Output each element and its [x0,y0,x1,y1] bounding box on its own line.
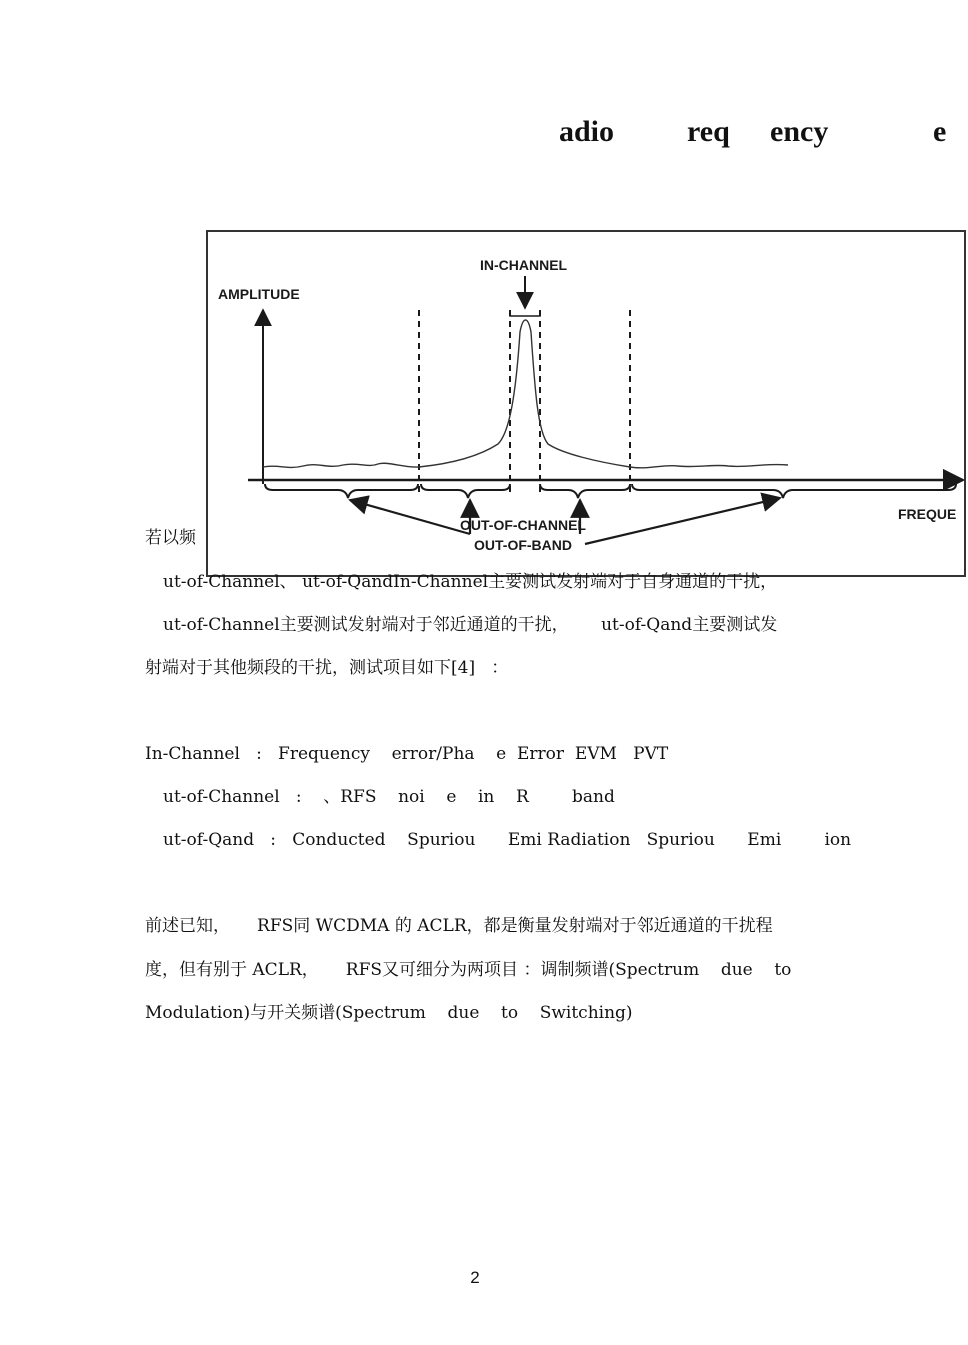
rf-spectrum-figure [206,230,966,577]
amplitude-label: AMPLITUDE [218,286,300,302]
para1-line3: 射端对于其他频段的干扰，测试项目如下[4] ： [145,658,509,678]
para2-line3: Modulation)与开关频谱(Spectrum due to Switching) [145,1003,633,1023]
list-in-channel: In-Channel : Frequency error/Pha e Error EVM PVT [145,744,669,764]
title-word-1: adio [559,115,615,148]
page-number: 2 [470,1268,480,1287]
para1-line1: ut-of-Channel、 ut-of-QandIn-Channel主要测试发射端对于自身通道的干扰， [163,572,778,592]
out-of-band-label: OUT-OF-BAND [474,537,572,553]
spectrum-diagram [208,232,968,579]
para1-line2: ut-of-Channel主要测试发射端对于邻近通道的干扰， ut-of-Qand主要测试发 [163,615,778,635]
para2-line2: 度，但有别于 ACLR， RFS又可细分为两项目 ：调制频谱(Spectrum due to [145,960,792,980]
para2-line1: 前述已知， RFS同 WCDMA 的 ACLR，都是衡量发射端对于邻近通道的干扰程 [145,916,773,936]
channel-boundaries [419,310,630,494]
list-out-of-band: ut-of-Qand : Conducted Spuriou Emi Radiation Spuriou Emi ion [163,830,852,850]
out-of-channel-label: OUT-OF-CHANNEL [460,517,586,533]
lower-braces [265,484,956,498]
title-word-4: e [933,115,947,148]
title-word-2: req [687,115,730,148]
para1-line0: 若以频 [145,528,196,548]
spectrum-curve [263,320,788,468]
in-channel-label: IN-CHANNEL [480,257,568,273]
frequency-label: FREQUE [898,506,957,522]
in-channel-bracket [510,310,540,316]
list-out-of-channel: ut-of-Channel : 、RFS noi e in R band [163,787,615,807]
title-word-3: ency [770,115,829,148]
